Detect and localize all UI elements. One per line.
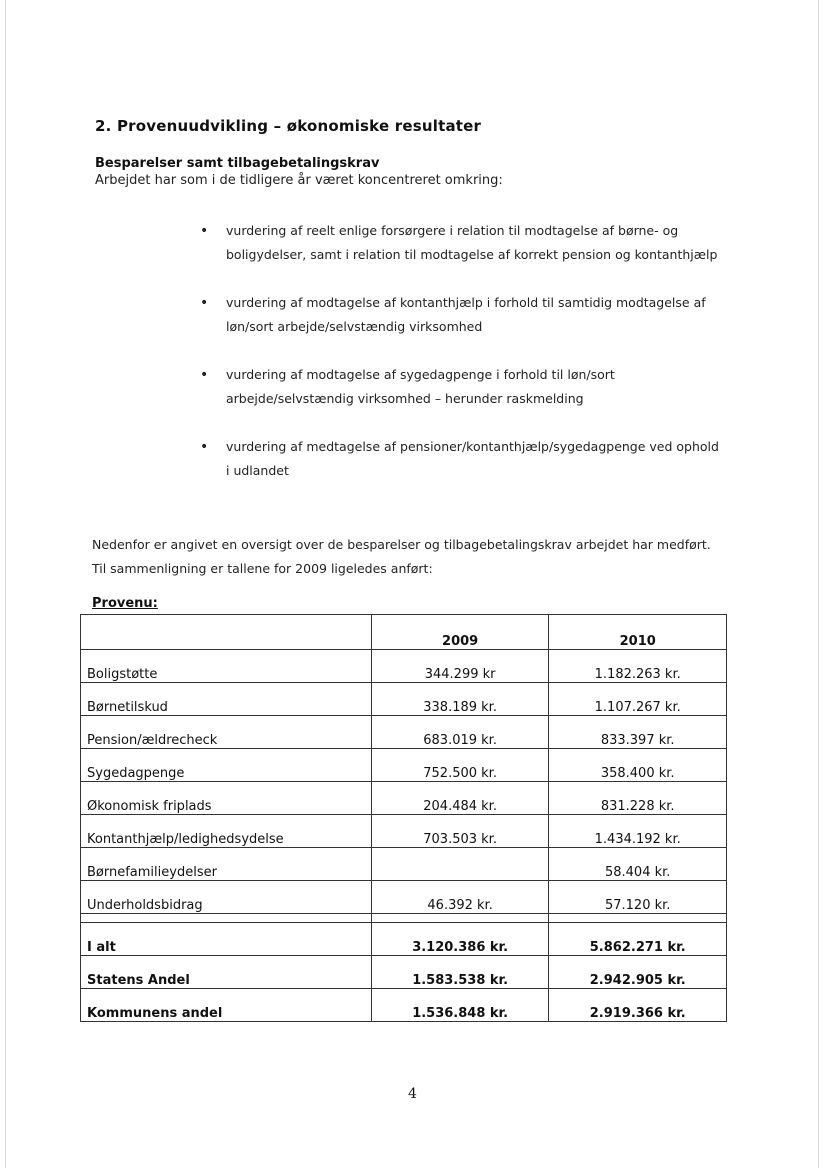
table-header-row	[81, 615, 727, 650]
total-2009: 1.536.848 kr.	[371, 989, 549, 1022]
value-2009: 703.503 kr.	[371, 815, 549, 848]
value-2010: 58.404 kr.	[549, 848, 727, 881]
value-2010: 358.400 kr.	[549, 749, 727, 782]
scan-margin-left	[5, 0, 6, 1168]
value-2010: 831.228 kr.	[549, 782, 727, 815]
table-row	[81, 782, 727, 815]
row-label: Kontanthjælp/ledighedsydelse	[81, 815, 372, 848]
bullet-item	[200, 219, 720, 267]
value-2010: 57.120 kr.	[549, 881, 727, 914]
bullet-list	[200, 219, 720, 507]
table-row	[81, 749, 727, 782]
value-2009: 204.484 kr.	[371, 782, 549, 815]
intro-text: Arbejdet har som i de tidligere år været koncentreret omkring:	[95, 173, 503, 188]
table-row	[81, 716, 727, 749]
table-label: Provenu:	[92, 596, 158, 611]
subheading: Besparelser samt tilbagebetalingskrav	[95, 156, 380, 171]
table-row	[81, 650, 727, 683]
total-label: I alt	[81, 923, 372, 956]
spacer-cell	[371, 914, 549, 923]
bullet-icon: •	[200, 439, 209, 455]
value-2010: 1.107.267 kr.	[549, 683, 727, 716]
page-number: 4	[408, 1086, 417, 1102]
row-label: Børnetilskud	[81, 683, 372, 716]
bullet-icon: •	[200, 295, 209, 311]
scan-margin-right	[818, 0, 819, 1168]
header-2009: 2009	[371, 615, 549, 650]
summary-paragraph: Nedenfor er angivet en oversigt over de besparelser og tilbagebetalingskrav arbejdet har medført. Til sammenligning er tallene for 2009 ligeledes anført:	[92, 537, 711, 576]
section-title: 2. Provenuudvikling – økonomiske resultater	[95, 117, 482, 135]
row-label: Børnefamilieydelser	[81, 848, 372, 881]
spacer-cell	[81, 914, 372, 923]
value-2009: 338.189 kr.	[371, 683, 549, 716]
row-label: Sygedagpenge	[81, 749, 372, 782]
total-2010: 2.919.366 kr.	[549, 989, 727, 1022]
bullet-item	[200, 435, 720, 483]
bullet-icon: •	[200, 223, 209, 239]
header-2010: 2010	[549, 615, 727, 650]
spacer-cell	[549, 914, 727, 923]
total-row	[81, 923, 727, 956]
total-2009: 3.120.386 kr.	[371, 923, 549, 956]
row-label: Pension/ældrecheck	[81, 716, 372, 749]
total-2010: 2.942.905 kr.	[549, 956, 727, 989]
table-row	[81, 683, 727, 716]
header-blank	[81, 615, 372, 650]
table-row	[81, 881, 727, 914]
bullet-text: vurdering af modtagelse af kontanthjælp i forhold til samtidig modtagelse af løn/sort arbejde/selvstændig virksomhed	[226, 295, 706, 334]
total-row	[81, 989, 727, 1022]
provenu-table	[80, 614, 727, 1022]
value-2009: 46.392 kr.	[371, 881, 549, 914]
value-2010: 1.182.263 kr.	[549, 650, 727, 683]
row-label: Boligstøtte	[81, 650, 372, 683]
bullet-icon: •	[200, 367, 209, 383]
value-2009	[371, 848, 549, 881]
table-row	[81, 848, 727, 881]
bullet-text: vurdering af reelt enlige forsørgere i relation til modtagelse af børne- og boligydelser, samt i relation til modtagelse af korrekt pension og kontanthjælp	[226, 223, 718, 262]
row-label: Økonomisk friplads	[81, 782, 372, 815]
value-2009: 752.500 kr.	[371, 749, 549, 782]
table-spacer-row	[81, 914, 727, 923]
table-row	[81, 815, 727, 848]
value-2009: 344.299 kr	[371, 650, 549, 683]
row-label: Underholdsbidrag	[81, 881, 372, 914]
bullet-item	[200, 291, 720, 339]
bullet-text: vurdering af modtagelse af sygedagpenge i forhold til løn/sort arbejde/selvstændig virksomhed – herunder raskmelding	[226, 367, 615, 406]
total-row	[81, 956, 727, 989]
total-2009: 1.583.538 kr.	[371, 956, 549, 989]
value-2010: 833.397 kr.	[549, 716, 727, 749]
bullet-item	[200, 363, 720, 411]
bullet-text: vurdering af medtagelse af pensioner/kontanthjælp/sygedagpenge ved ophold i udlandet	[226, 439, 719, 478]
total-label: Kommunens andel	[81, 989, 372, 1022]
total-label: Statens Andel	[81, 956, 372, 989]
value-2010: 1.434.192 kr.	[549, 815, 727, 848]
value-2009: 683.019 kr.	[371, 716, 549, 749]
total-2010: 5.862.271 kr.	[549, 923, 727, 956]
